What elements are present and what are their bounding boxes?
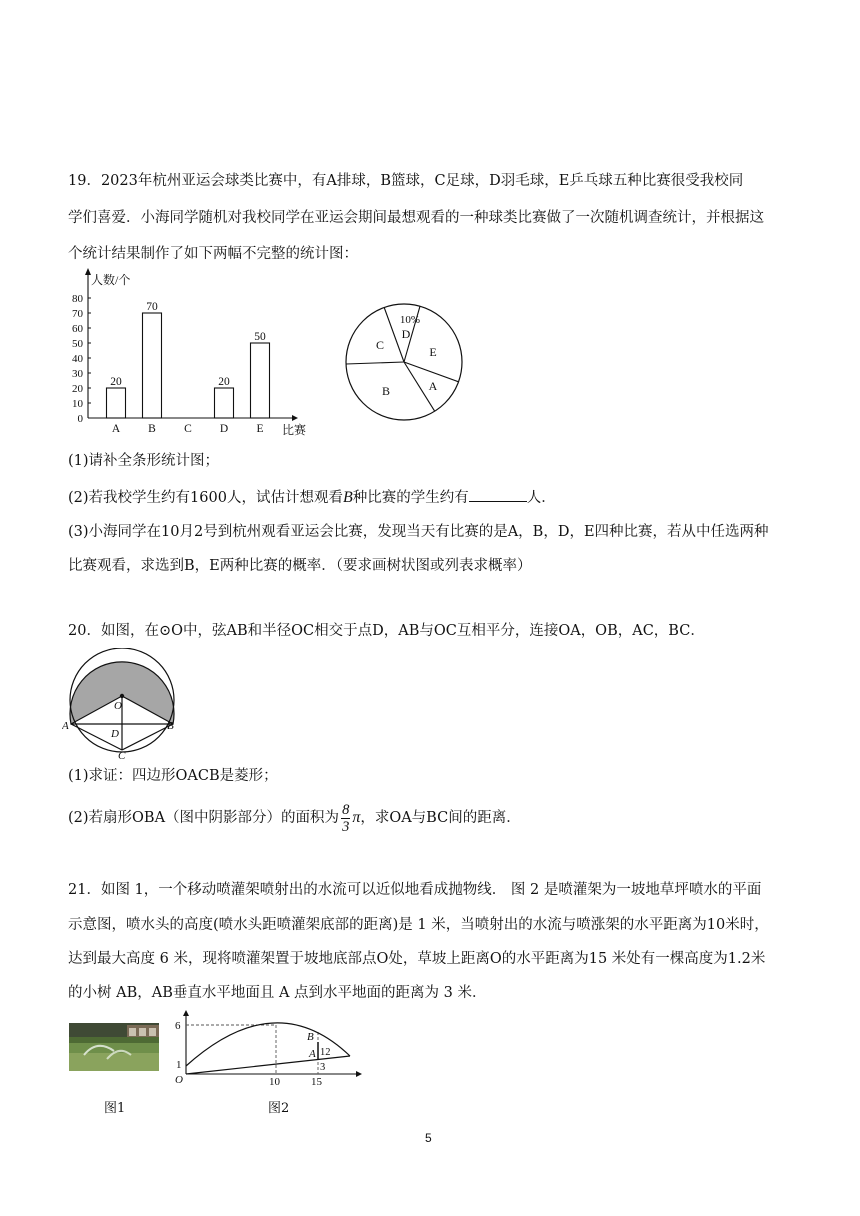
q19-part3-line2: 比赛观看，求选到B，E两种比赛的概率．（要求画树状图或列表求概率） [68, 558, 532, 574]
data-label: 20 [218, 376, 230, 388]
sprinkler-photo [69, 1023, 159, 1071]
answer-blank[interactable] [469, 487, 527, 502]
label-C: C [118, 750, 126, 760]
x-tick-label: E [256, 423, 264, 435]
bar [107, 388, 126, 418]
fraction: $\frac{8}{3}$ [342, 801, 350, 835]
q20-part2: (2)若扇形OBA（图中阴影部分）的面积为 $\frac{8}{3}$ π，求OA与BC间的距离． [68, 801, 521, 835]
figure2-caption: 图2 [268, 1101, 290, 1116]
x-tick-label: B [148, 423, 156, 435]
q21-line4: 的小树 AB，AB垂直水平地面且 A 点到水平地面的距离为 3 米． [68, 985, 487, 1001]
pie-slice-label: E [429, 345, 437, 359]
page-number: 5 [425, 1131, 432, 1145]
pie-annotation: 10% [399, 314, 421, 326]
q20-stem: 20．如图，在⊙O中，弦AB和半径OC相交于点D，AB与OC互相平分，连接OA，OB，AC，BC． [68, 623, 705, 639]
label-B: B [167, 720, 174, 732]
data-label: 70 [146, 301, 158, 313]
x-tick-label: C [184, 423, 192, 435]
q21-line3: 达到最大高度 6 米，现将喷灌架置于坡地底部点O处，草坡上距离O的水平距离为15 米处有一棵高度为1.2米 [68, 951, 766, 967]
bar [251, 343, 270, 418]
label-x10: 10 [269, 1076, 280, 1088]
q19-part2: (2)若我校学生约有1600人，试估计想观看B种比赛的学生约有 人． [68, 489, 556, 506]
label-y1: 1 [176, 1059, 182, 1071]
pie-slice-label: A [428, 379, 438, 393]
pie-slice-label: D [401, 327, 411, 341]
q19-stem-line3: 个统计结果制作了如下两幅不完整的统计图： [68, 246, 358, 262]
y-tick-label: 0 [77, 413, 83, 425]
y-tick-label: 60 [72, 323, 83, 335]
q20-part1: (1)求证：四边形OACB是菱形； [68, 768, 278, 784]
label-A: A [309, 1048, 316, 1060]
q21-line1: 21．如图 1，一个移动喷灌架喷射出的水流可以近似地看成抛物线． 图 2 是喷灌架为一坡地草坪喷水的平面 [68, 882, 762, 898]
label-x15: 15 [311, 1076, 322, 1088]
bar-chart [60, 266, 320, 438]
bar [143, 313, 162, 418]
q19-stem-line1: 19．2023年杭州亚运会球类比赛中，有A排球，B篮球，C足球，D羽毛球，E乒乓球五种比赛很受我校同 [68, 173, 744, 189]
label-O: O [114, 700, 122, 712]
q19-part1: (1)请补全条形统计图； [68, 453, 220, 469]
y-tick-label: 80 [72, 293, 83, 305]
label-A: A [62, 720, 69, 732]
y-tick-label: 40 [72, 353, 83, 365]
label-y6: 6 [175, 1020, 181, 1032]
y-tick-label: 70 [72, 308, 83, 320]
label-B: B [307, 1031, 314, 1043]
x-axis-title: 比赛 [282, 423, 307, 437]
figure1-caption: 图1 [104, 1101, 126, 1116]
parabola-figure [172, 1010, 362, 1090]
label-h12: 12 [320, 1047, 331, 1058]
pie-chart [340, 300, 470, 424]
y-axis-title: 人数/个 [91, 273, 131, 287]
q19-part3-line1: (3)小海同学在10月2号到杭州观看亚运会比赛，发现当天有比赛的是A，B，D，E四种比赛，若从中任选两种 [68, 524, 769, 540]
data-label: 20 [110, 376, 122, 388]
y-tick-label: 20 [72, 383, 83, 395]
label-origin: O [175, 1074, 183, 1086]
bar [215, 388, 234, 418]
y-tick-label: 50 [72, 338, 83, 350]
label-h3: 3 [320, 1062, 326, 1073]
y-tick-label: 30 [72, 368, 83, 380]
pie-slice-label: B [381, 384, 391, 398]
y-tick-label: 10 [72, 398, 83, 410]
data-label: 50 [254, 331, 266, 343]
x-tick-label: A [111, 423, 121, 435]
x-tick-label: D [219, 423, 229, 435]
x-axis-arrow [292, 415, 298, 421]
label-D: D [111, 728, 119, 740]
q19-stem-line2: 学们喜爱．小海同学随机对我校同学在亚运会期间最想观看的一种球类比赛做了一次随机调查统计，并根据这 [68, 210, 764, 226]
pie-slice-label: C [375, 338, 385, 352]
circle-figure [62, 648, 186, 760]
q21-line2: 示意图，喷水头的高度(喷水头距喷灌架底部的距离)是 1 米，当喷射出的水流与喷涨架的水平距离为10米时， [68, 917, 769, 933]
